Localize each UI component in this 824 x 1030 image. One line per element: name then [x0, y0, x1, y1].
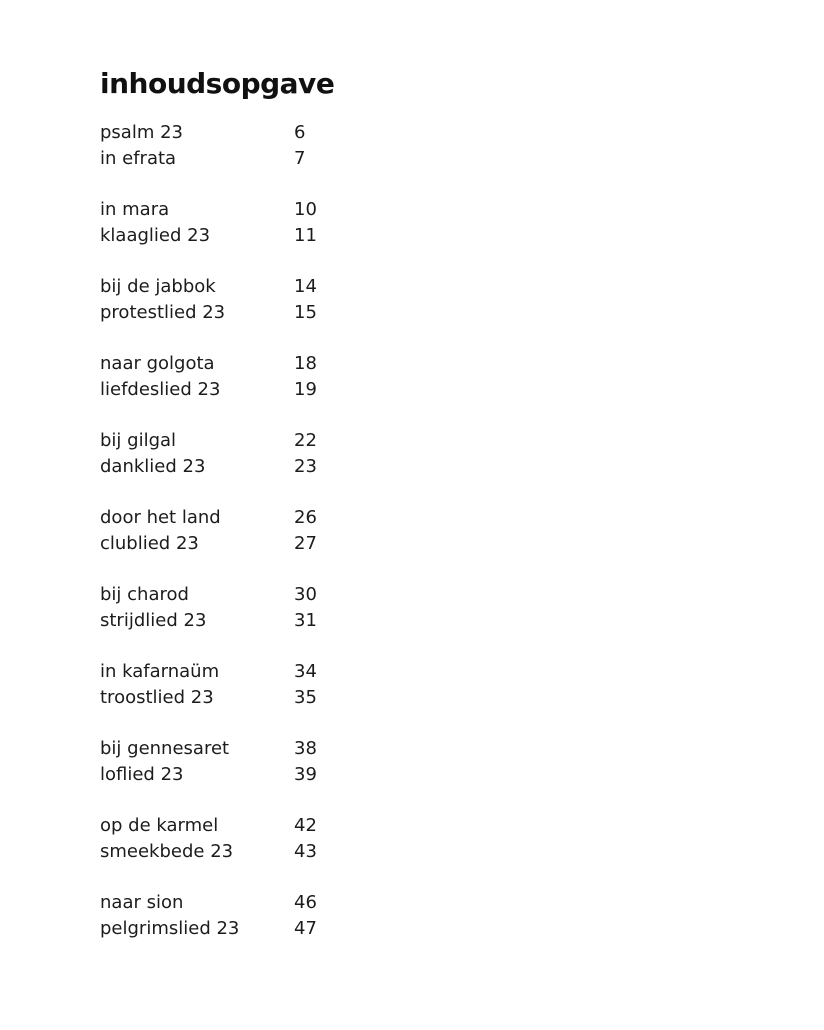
toc-group — [100, 813, 500, 865]
toc-entry[interactable] — [100, 351, 500, 377]
toc-entry-title: bij de jabbok — [100, 276, 216, 297]
toc-entry-title: smeekbede 23 — [100, 841, 234, 862]
toc-entry-title: door het land — [100, 507, 221, 528]
toc-group — [100, 736, 500, 788]
toc-entry-page-number: 47 — [294, 918, 317, 939]
toc-entry-title: liefdeslied 23 — [100, 379, 221, 400]
toc-entry-page-number: 31 — [294, 610, 317, 631]
toc-entry[interactable] — [100, 608, 500, 634]
toc-entry[interactable] — [100, 659, 500, 685]
toc-entry[interactable] — [100, 197, 500, 223]
toc-entry-page-number: 19 — [294, 379, 317, 400]
toc-entry[interactable] — [100, 428, 500, 454]
toc-entry-title: pelgrimslied 23 — [100, 918, 240, 939]
toc-group — [100, 428, 500, 480]
toc-entry-title: troostlied 23 — [100, 687, 214, 708]
toc-entry-title: strijdlied 23 — [100, 610, 207, 631]
toc-entry-title: in kafarnaüm — [100, 661, 220, 682]
toc-entry-title: in efrata — [100, 148, 177, 169]
toc-entry[interactable] — [100, 300, 500, 326]
toc-entry-page-number: 10 — [294, 199, 317, 220]
toc-entry[interactable] — [100, 377, 500, 403]
toc-entry[interactable] — [100, 813, 500, 839]
toc-entry-title: danklied 23 — [100, 456, 206, 477]
toc-entry-page-number: 42 — [294, 815, 317, 836]
page-title: inhoudsopgave — [100, 67, 335, 100]
toc-group — [100, 274, 500, 326]
toc-entry[interactable] — [100, 223, 500, 249]
toc-entry-title: bij gennesaret — [100, 738, 230, 759]
toc-group — [100, 120, 500, 172]
table-of-contents — [100, 64, 500, 967]
toc-entry-page-number: 6 — [294, 122, 306, 143]
toc-entry[interactable] — [100, 736, 500, 762]
toc-entry-page-number: 15 — [294, 302, 317, 323]
toc-entry-page-number: 27 — [294, 533, 317, 554]
toc-entry[interactable] — [100, 685, 500, 711]
toc-entry-page-number: 23 — [294, 456, 317, 477]
toc-entry-page-number: 34 — [294, 661, 317, 682]
toc-entry-title: naar golgota — [100, 353, 215, 374]
toc-entry[interactable] — [100, 582, 500, 608]
toc-list — [100, 120, 500, 942]
toc-entry-page-number: 26 — [294, 507, 317, 528]
toc-entry[interactable] — [100, 531, 500, 557]
toc-group — [100, 351, 500, 403]
toc-entry-title: clublied 23 — [100, 533, 199, 554]
toc-entry-page-number: 46 — [294, 892, 317, 913]
toc-group — [100, 582, 500, 634]
toc-entry[interactable] — [100, 505, 500, 531]
toc-group — [100, 890, 500, 942]
toc-entry-page-number: 30 — [294, 584, 317, 605]
toc-entry[interactable] — [100, 890, 500, 916]
toc-group — [100, 505, 500, 557]
toc-entry[interactable] — [100, 146, 500, 172]
toc-entry-page-number: 39 — [294, 764, 317, 785]
toc-group — [100, 197, 500, 249]
toc-entry-page-number: 7 — [294, 148, 306, 169]
toc-entry-page-number: 35 — [294, 687, 317, 708]
toc-entry[interactable] — [100, 762, 500, 788]
toc-entry-title: naar sion — [100, 892, 184, 913]
toc-entry-title: protestlied 23 — [100, 302, 226, 323]
toc-entry[interactable] — [100, 120, 500, 146]
toc-entry[interactable] — [100, 274, 500, 300]
toc-entry-page-number: 38 — [294, 738, 317, 759]
toc-entry-title: bij charod — [100, 584, 189, 605]
toc-entry-title: op de karmel — [100, 815, 219, 836]
toc-entry-page-number: 14 — [294, 276, 317, 297]
toc-entry-title: loflied 23 — [100, 764, 184, 785]
toc-entry-page-number: 11 — [294, 225, 317, 246]
toc-entry[interactable] — [100, 916, 500, 942]
toc-entry-page-number: 22 — [294, 430, 317, 451]
toc-entry-page-number: 43 — [294, 841, 317, 862]
toc-group — [100, 659, 500, 711]
toc-entry[interactable] — [100, 454, 500, 480]
toc-entry[interactable] — [100, 839, 500, 865]
toc-entry-title: klaaglied 23 — [100, 225, 211, 246]
toc-entry-page-number: 18 — [294, 353, 317, 374]
toc-entry-title: in mara — [100, 199, 170, 220]
toc-entry-title: bij gilgal — [100, 430, 177, 451]
toc-entry-title: psalm 23 — [100, 122, 183, 143]
